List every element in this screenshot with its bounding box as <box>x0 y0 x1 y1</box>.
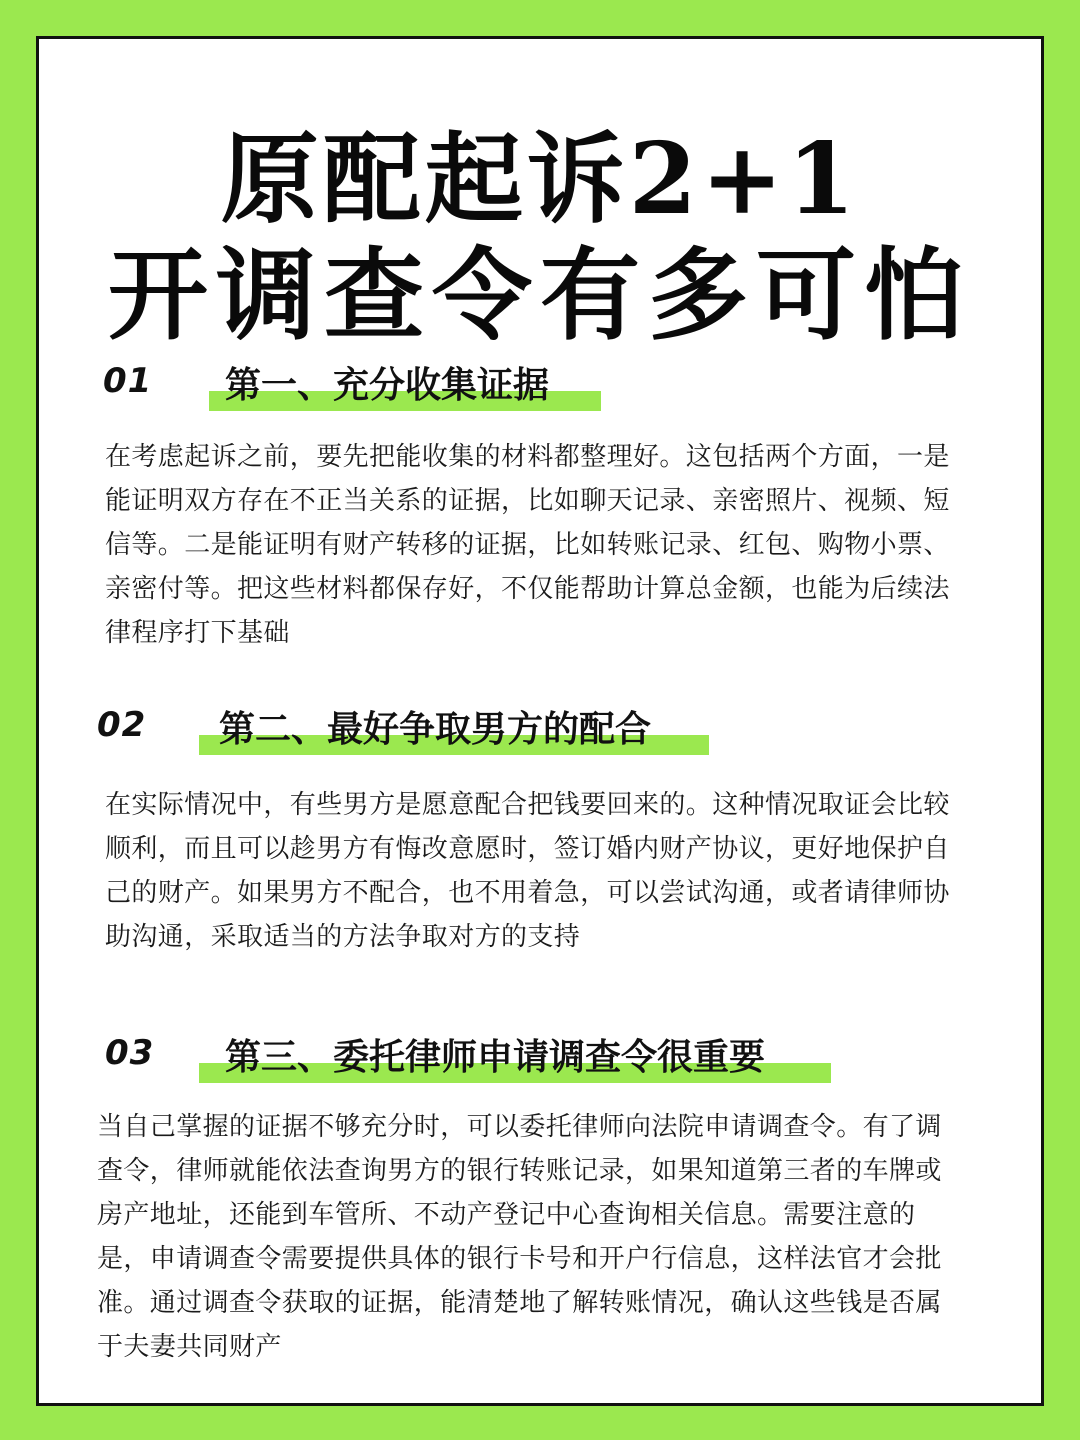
body-line: 房产地址，还能到车管所、不动产登记中心查询相关信息。需要注意的 <box>97 1200 916 1230</box>
section-heading-3: 第三、委托律师申请调查令很重要 <box>225 1037 766 1078</box>
section-number-3: 03 <box>105 1033 155 1073</box>
body-line: 助沟通，采取适当的方法争取对方的支持 <box>105 922 581 952</box>
content-card <box>36 36 1044 1406</box>
section-body-3 <box>97 1105 942 1369</box>
page-title-line2: 开调查令有多可怕 <box>108 236 972 354</box>
body-line: 准。通过调查令获取的证据，能清楚地了解转账情况，确认这些钱是否属 <box>97 1288 942 1318</box>
section-body-1 <box>105 435 950 655</box>
body-line: 顺利，而且可以趁男方有悔改意愿时，签订婚内财产协议，更好地保护自 <box>105 834 950 864</box>
section-heading-1: 第一、充分收集证据 <box>225 365 550 406</box>
section-number-1: 01 <box>103 361 153 401</box>
body-line: 是，申请调查令需要提供具体的银行卡号和开户行信息，这样法官才会批 <box>97 1244 942 1274</box>
body-line: 己的财产。如果男方不配合，也不用着急，可以尝试沟通，或者请律师协 <box>105 878 950 908</box>
page-title-line1: 原配起诉2+1 <box>220 122 860 237</box>
body-line: 能证明双方存在不正当关系的证据，比如聊天记录、亲密照片、视频、短 <box>105 486 950 516</box>
body-line: 亲密付等。把这些材料都保存好，不仅能帮助计算总金额，也能为后续法 <box>105 574 950 604</box>
section-heading-2: 第二、最好争取男方的配合 <box>219 709 652 750</box>
body-line: 律程序打下基础 <box>105 618 290 648</box>
body-line: 当自己掌握的证据不够充分时，可以委托律师向法院申请调查令。有了调 <box>97 1112 942 1142</box>
body-line: 在考虑起诉之前，要先把能收集的材料都整理好。这包括两个方面，一是 <box>105 442 950 472</box>
section-number-2: 02 <box>97 705 147 745</box>
body-line: 查令，律师就能依法查询男方的银行转账记录，如果知道第三者的车牌或 <box>97 1156 942 1186</box>
body-line: 在实际情况中，有些男方是愿意配合把钱要回来的。这种情况取证会比较 <box>105 790 950 820</box>
section-body-2 <box>105 783 950 959</box>
body-line: 信等。二是能证明有财产转移的证据，比如转账记录、红包、购物小票、 <box>105 530 950 560</box>
body-line: 于夫妻共同财产 <box>97 1332 282 1362</box>
